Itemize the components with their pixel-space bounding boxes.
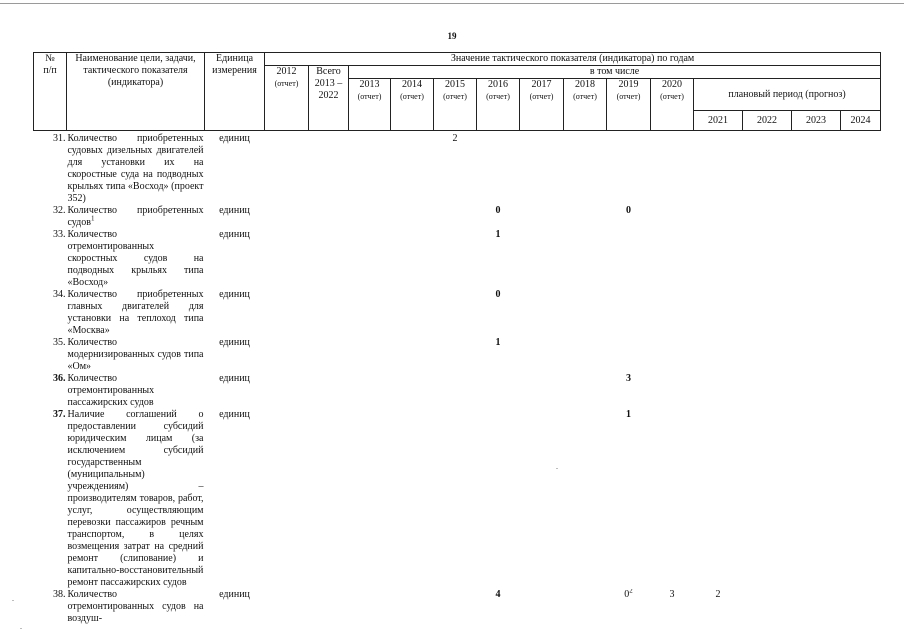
header-year-2016: 2016 (отчет) (477, 79, 520, 131)
row-name: Количество отремонтированных скоростных судов на подводных крыльях типа «Восход» (67, 229, 204, 288)
header-year-2022: 2022 (743, 111, 792, 131)
scan-speck (12, 600, 14, 601)
cell-2019: 0 (626, 205, 631, 216)
header-year-2023: 2023 (792, 111, 841, 131)
row-unit: единиц (219, 205, 250, 216)
header-year-2015: 2015 (отчет) (434, 79, 477, 131)
header-year-2021: 2021 (694, 111, 743, 131)
row-name: Количество отремонтированных пассажирских судов (67, 373, 155, 408)
header-name: Наименование цели, задачи, тактического показателя (индикатора) (67, 53, 205, 131)
row-number: 33. (53, 229, 66, 240)
header-values-by-years: Значение тактического показателя (индикатора) по годам (265, 53, 881, 66)
table-row (34, 373, 881, 409)
footnote-mark: 1 (91, 214, 95, 223)
cell-2020: 3 (669, 589, 675, 600)
row-unit: единиц (219, 229, 250, 240)
row-name: Количество модернизированных судов типа «Ом» (67, 337, 204, 372)
cell-2019: 1 (626, 409, 631, 420)
cell-2016: 0 (495, 289, 501, 300)
row-number: 37. (53, 409, 66, 420)
header-unit: Единица измерения (205, 53, 265, 131)
cell-2016: 0 (495, 205, 501, 216)
cell-2016: 1 (495, 337, 501, 348)
row-unit: единиц (219, 133, 250, 144)
header-year-2013: 2013 (отчет) (349, 79, 391, 131)
row-name: Наличие соглашений о предоставлении субсидий юридическим лицам (за исключением субсидий государственным (муниципальным) учреждениям) – производителям товаров, работ, услуг, осуществляющим перевозки пассажиров речным транспортом, в целях возмещения затрат на средний ремонт (слипование) и капитально-восстановительный ремонт пассажирских судов (67, 409, 204, 588)
indicator-table (33, 52, 881, 625)
cell-2016: 1 (495, 229, 501, 240)
row-name: Количество приобретенных судов$^1$ (67, 205, 204, 228)
row-unit: единиц (219, 589, 250, 600)
cell-2019: $0^2$ (607, 589, 651, 625)
row-name: Количество отремонтированных судов на воздуш- (67, 589, 204, 624)
table-row (34, 131, 881, 206)
page-number: 19 (447, 31, 457, 41)
scan-edge-line (0, 3, 904, 4)
cell-2015: 2 (452, 133, 458, 144)
header-year-2024: 2024 (841, 111, 881, 131)
row-name: Количество приобретенных главных двигателей для установки на теплоход типа «Москва» (67, 289, 204, 336)
header-num: № п/п (34, 53, 67, 131)
header-year-2018: 2018 (отчет) (564, 79, 607, 131)
footnote-mark: 2 (629, 589, 633, 595)
row-number: 38. (53, 589, 66, 600)
row-number: 36. (53, 373, 66, 384)
cell-2021: 2 (715, 589, 721, 600)
header-including: в том числе (349, 66, 881, 79)
row-unit: единиц (219, 373, 250, 384)
cell-2019: 3 (626, 373, 631, 384)
row-number: 32. (53, 205, 66, 216)
header-year-2020: 2020 (отчет) (651, 79, 694, 131)
row-unit: единиц (219, 337, 250, 348)
table-row (34, 337, 881, 373)
cell-2016: 4 (495, 589, 501, 600)
table-row (34, 289, 881, 337)
header-year-2014: 2014 (отчет) (391, 79, 434, 131)
header-year-2019: 2019 (отчет) (607, 79, 651, 131)
header-total: Всего 2013 – 2022 (309, 66, 349, 131)
row-unit: единиц (219, 409, 250, 420)
table-row (34, 409, 881, 589)
table-row (34, 205, 881, 229)
table-row (34, 229, 881, 289)
row-number: 35. (53, 337, 66, 348)
header-planned-period: плановый период (прогноз) (694, 79, 881, 111)
row-name: Количество приобретенных судовых дизельных двигателей для установки их на скоростные суда на подводных крыльях типа «Восход» (проект 352) (67, 133, 204, 204)
table-row (34, 589, 881, 625)
header-year-2017: 2017 (отчет) (520, 79, 564, 131)
row-number: 34. (53, 289, 66, 300)
scan-speck (20, 628, 22, 629)
row-unit: единиц (219, 289, 250, 300)
header-2012: 2012 (отчет) (265, 66, 309, 131)
row-number: 31. (53, 133, 66, 144)
scan-speck (556, 468, 558, 469)
